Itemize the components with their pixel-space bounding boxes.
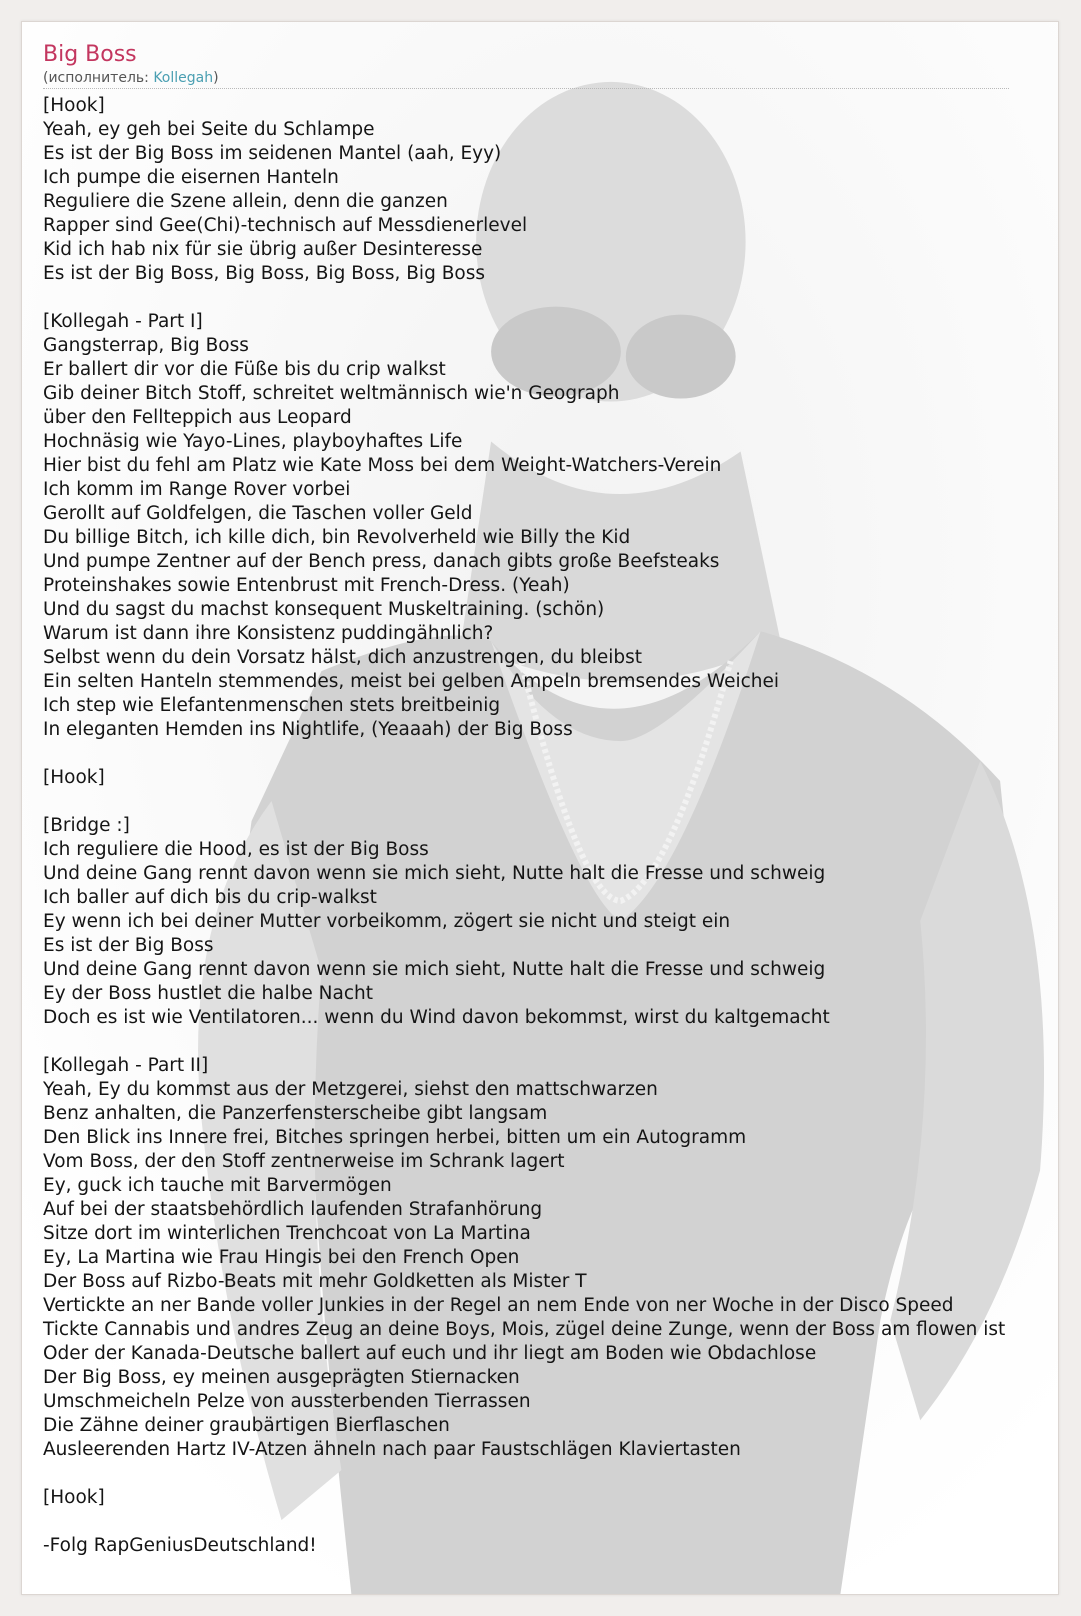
lyric-line: Den Blick ins Innere frei, Bitches springen herbei, bitten um ein Autogramm — [43, 1127, 747, 1148]
lyric-line: Rapper sind Gee(Chi)-technisch auf Messdienerlevel — [43, 215, 528, 236]
lyric-line: Ey, La Martina wie Frau Hingis bei den French Open — [43, 1247, 520, 1268]
lyric-line: Es ist der Big Boss, Big Boss, Big Boss, Big Boss — [43, 263, 485, 284]
lyric-line: Und du sagst du machst konsequent Muskeltraining. (schön) — [43, 599, 605, 620]
lyric-line: [Kollegah - Part II] — [43, 1055, 209, 1076]
lyric-line: [Hook] — [43, 767, 105, 788]
lyric-line: [Bridge :] — [43, 815, 130, 836]
lyric-line: Proteinshakes sowie Entenbrust mit French-Dress. (Yeah) — [43, 575, 570, 596]
lyric-line: [Kollegah - Part I] — [43, 311, 203, 332]
lyric-line: Yeah, Ey du kommst aus der Metzgerei, siehst den mattschwarzen — [43, 1079, 658, 1100]
lyric-line: Ich komm im Range Rover vorbei — [43, 479, 351, 500]
song-title: Big Boss — [43, 42, 137, 67]
lyric-line: Tickte Cannabis und andres Zeug an deine Boys, Mois, zügel deine Zunge, wenn der Boss am flowen ist — [43, 1319, 1006, 1340]
lyric-line — [43, 1030, 1038, 1054]
lyric-line: In eleganten Hemden ins Nightlife, (Yeaaah) der Big Boss — [43, 719, 573, 740]
lyric-line — [43, 1510, 1038, 1534]
lyric-line: Der Big Boss, ey meinen ausgeprägten Stiernacken — [43, 1367, 520, 1388]
lyric-line: Hochnäsig wie Yayo-Lines, playboyhaftes Life — [43, 431, 463, 452]
lyric-line: Auf bei der staatsbehördlich laufenden Strafanhörung — [43, 1199, 543, 1220]
lyric-line: Warum ist dann ihre Konsistenz puddingähnlich? — [43, 623, 494, 644]
lyric-line: Es ist der Big Boss im seidenen Mantel (aah, Eyy) — [43, 143, 502, 164]
lyric-line: Benz anhalten, die Panzerfensterscheibe gibt langsam — [43, 1103, 548, 1124]
lyric-line: Yeah, ey geh bei Seite du Schlampe — [43, 119, 375, 140]
lyric-line: Gib deiner Bitch Stoff, schreitet weltmännisch wie'n Geograph — [43, 383, 620, 404]
lyric-line: Doch es ist wie Ventilatoren... wenn du Wind davon bekommst, wirst du kaltgemacht — [43, 1007, 830, 1028]
lyric-line: Reguliere die Szene allein, denn die ganzen — [43, 191, 448, 212]
artist-suffix: ) — [213, 70, 219, 86]
lyric-line: Vertickte an ner Bande voller Junkies in der Regel an nem Ende von ner Woche in der Disco Speed — [43, 1295, 954, 1316]
lyric-line: Kid ich hab nix für sie übrig außer Desinteresse — [43, 239, 483, 260]
lyric-line: Und deine Gang rennt davon wenn sie mich sieht, Nutte halt die Fresse und schweig — [43, 863, 826, 884]
lyric-line: Ey der Boss hustlet die halbe Nacht — [43, 983, 373, 1004]
lyric-line: Sitze dort im winterlichen Trenchcoat von La Martina — [43, 1223, 531, 1244]
lyric-line: Es ist der Big Boss — [43, 935, 214, 956]
lyric-line: Hier bist du fehl am Platz wie Kate Moss bei dem Weight-Watchers-Verein — [43, 455, 722, 476]
lyric-line: Er ballert dir vor die Füße bis du crip walkst — [43, 359, 446, 380]
lyric-line: Ey, guck ich tauche mit Barvermögen — [43, 1175, 392, 1196]
lyric-line: [Hook] — [43, 95, 105, 116]
lyric-line: Und pumpe Zentner auf der Bench press, danach gibts große Beefsteaks — [43, 551, 720, 572]
lyric-line — [43, 286, 1038, 310]
lyric-line: Ein selten Hanteln stemmendes, meist bei gelben Ampeln bremsendes Weichei — [43, 671, 780, 692]
lyric-line: Die Zähne deiner graubärtigen Bierflaschen — [43, 1415, 450, 1436]
lyric-line: Ich pumpe die eisernen Hanteln — [43, 167, 339, 188]
lyric-line: Ich baller auf dich bis du crip-walkst — [43, 887, 377, 908]
lyric-line: -Folg RapGeniusDeutschland! — [43, 1535, 317, 1556]
lyric-line: [Hook] — [43, 1487, 105, 1508]
lyric-line: Ich step wie Elefantenmenschen stets breitbeinig — [43, 695, 501, 716]
song-content — [22, 22, 1058, 1558]
lyric-line: Du billige Bitch, ich kille dich, bin Revolverheld wie Billy the Kid — [43, 527, 631, 548]
artist-line — [43, 69, 1009, 89]
lyric-line: Umschmeicheln Pelze von aussterbenden Tierrassen — [43, 1391, 531, 1412]
artist-link[interactable]: Kollegah — [153, 70, 214, 86]
lyric-line: Ey wenn ich bei deiner Mutter vorbeikomm, zögert sie nicht und steigt ein — [43, 911, 731, 932]
lyric-line: Ausleerenden Hartz IV-Atzen ähneln nach paar Faustschlägen Klaviertasten — [43, 1439, 741, 1460]
lyric-line: Gerollt auf Goldfelgen, die Taschen voller Geld — [43, 503, 473, 524]
lyric-line: Gangsterrap, Big Boss — [43, 335, 249, 356]
artist-prefix: (исполнитель: — [43, 70, 154, 86]
lyric-line: Selbst wenn du dein Vorsatz hälst, dich anzustrengen, du bleibst — [43, 647, 643, 668]
lyric-line: Und deine Gang rennt davon wenn sie mich sieht, Nutte halt die Fresse und schweig — [43, 959, 826, 980]
lyric-line: Oder der Kanada-Deutsche ballert auf euch und ihr liegt am Boden wie Obdachlose — [43, 1343, 817, 1364]
lyrics-card — [21, 21, 1059, 1595]
lyric-line: über den Fellteppich aus Leopard — [43, 407, 352, 428]
lyric-line — [43, 1462, 1038, 1486]
lyric-line — [43, 742, 1038, 766]
lyrics-text — [43, 94, 1038, 1558]
lyric-line: Der Boss auf Rizbo-Beats mit mehr Goldketten als Mister T — [43, 1271, 587, 1292]
lyric-line: Vom Boss, der den Stoff zentnerweise im Schrank lagert — [43, 1151, 565, 1172]
lyric-line: Ich reguliere die Hood, es ist der Big Boss — [43, 839, 429, 860]
lyric-line — [43, 790, 1038, 814]
